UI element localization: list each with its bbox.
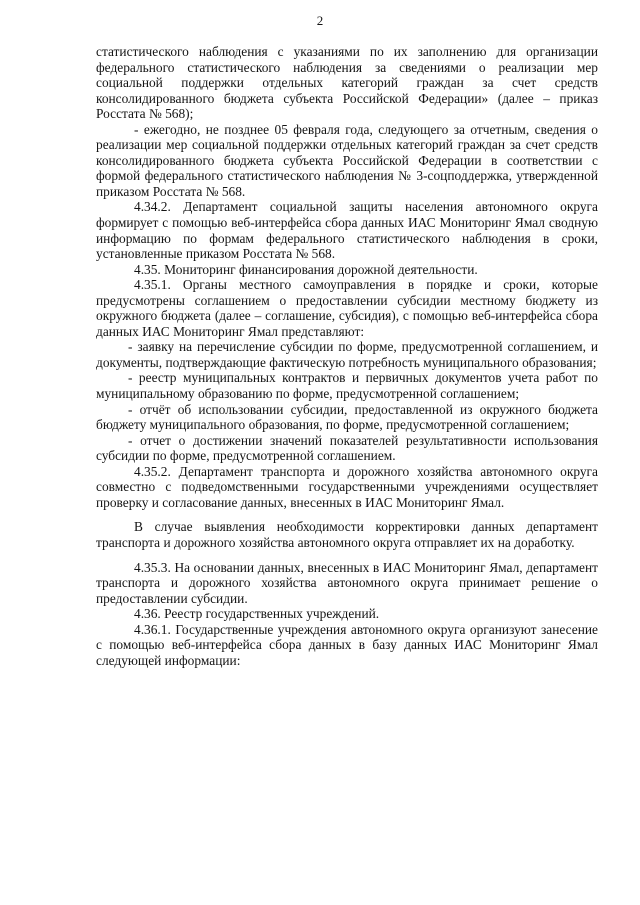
- list-item: - отчет о достижении значений показателей результативности использования субсидии по форме, предусмотренной соглашением.: [96, 432, 598, 464]
- list-item: - заявку на перечисление субсидии по форме, предусмотренной соглашением, и документы, подтверждающие фактическую потребность муниципального образования;: [96, 339, 598, 370]
- paragraph: 4.35.3. На основании данных, внесенных в ИАС Мониторинг Ямал, департамент транспорта и дорожного хозяйства автономного округа принимает решение о предоставлении субсидии.: [96, 559, 598, 606]
- document-body: [96, 44, 598, 668]
- page-number: 2: [316, 13, 324, 28]
- paragraph: 4.36. Реестр государственных учреждений.: [134, 606, 380, 622]
- paragraph: - ежегодно, не позднее 05 февраля года, следующего за отчетным, сведения о реализации мер социальной поддержки отдельных категорий граждан за счет средств консолидированного бюджета субъекта Российской Федерации в соответствии с формой федерального статистического наблюдения № 3-соцподдержка, утвержденной приказом Росстата № 568.: [96, 121, 598, 199]
- paragraph: 4.34.2. Департамент социальной защиты населения автономного округа формирует с помощью веб-интерфейса сбора данных ИАС Мониторинг Ямал сводную информацию по формам федерального статистического наблюдения в сроки, установленные приказом Росстата № 568.: [96, 199, 598, 262]
- paragraph: 4.35.1. Органы местного самоуправления в порядке и сроки, которые предусмотрены соглашением о предоставлении субсидии местному бюджету из окружного бюджета (далее – соглашение, субсидия), с помощью веб-интерфейса сбора данных ИАС Мониторинг Ямал представляют:: [96, 277, 598, 339]
- paragraph: В случае выявления необходимости корректировки данных департамент транспорта и дорожного хозяйства автономного округа отправляет их на доработку.: [96, 519, 598, 550]
- paragraph: 4.35. Мониторинг финансирования дорожной деятельности.: [134, 261, 478, 277]
- paragraph: статистического наблюдения с указаниями по их заполнению для организации федерального статистического наблюдения за сведениями о реализации мер социальной поддержки отдельных категорий граждан за счет средств консолидированного бюджета субъекта Российской Федерации» (далее – приказ Росстата № 568);: [96, 44, 598, 122]
- list-item: - отчёт об использовании субсидии, предоставленной из окружного бюджета бюджету муниципального образования, по форме, предусмотренной соглашением;: [96, 401, 598, 433]
- list-item: - реестр муниципальных контрактов и первичных документов учета работ по муниципальному образованию по форме, предусмотренной соглашением;: [96, 370, 598, 402]
- paragraph: 4.35.2. Департамент транспорта и дорожного хозяйства автономного округа совместно с подведомственными государственными учреждениями осуществляет проверку и согласование данных, внесенных в ИАС Мониторинг Ямал.: [96, 463, 598, 510]
- paragraph: 4.36.1. Государственные учреждения автономного округа организуют занесение с помощью веб-интерфейса сбора данных в базу данных ИАС Мониторинг Ямал следующей информации:: [96, 621, 598, 668]
